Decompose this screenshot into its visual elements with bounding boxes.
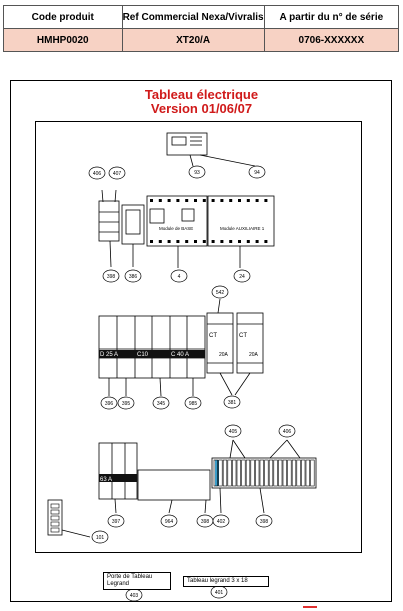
callout-number: 386 bbox=[128, 274, 138, 280]
module-terminal bbox=[194, 199, 197, 202]
contactor-1-rating: 20A bbox=[219, 352, 228, 358]
callout-bubble bbox=[109, 167, 125, 179]
breaker-63-label: 63 A bbox=[100, 477, 113, 483]
callout-number: 985 bbox=[188, 401, 198, 407]
module-terminal bbox=[220, 199, 223, 202]
callout-number: 4 bbox=[177, 274, 181, 280]
callout-number: 381 bbox=[227, 400, 237, 406]
callout-number: 395 bbox=[121, 401, 131, 407]
callout-number: 398 bbox=[259, 519, 269, 525]
module-terminal bbox=[220, 240, 223, 243]
module-terminal bbox=[168, 199, 171, 202]
callout-number: 542 bbox=[215, 290, 225, 296]
module-terminal bbox=[238, 199, 241, 202]
module-terminal bbox=[264, 240, 267, 243]
callout-bubble bbox=[279, 425, 295, 437]
callout-number: 398 bbox=[200, 519, 210, 525]
callout-number: 345 bbox=[156, 401, 166, 407]
module-terminal bbox=[247, 199, 250, 202]
callout-number: 397 bbox=[111, 519, 121, 525]
module-terminal bbox=[238, 240, 241, 243]
breaker-d25-label: D 25 A bbox=[100, 352, 119, 358]
callout-bubble bbox=[224, 396, 240, 408]
callout-bubble bbox=[171, 270, 187, 282]
module-terminal bbox=[194, 240, 197, 243]
callout-bubble bbox=[103, 270, 119, 282]
module-terminal bbox=[212, 240, 215, 243]
col-numero-serie: A partir du n° de série bbox=[264, 6, 398, 29]
breaker-c10-label: C10 bbox=[137, 352, 149, 358]
module-terminal bbox=[159, 199, 162, 202]
aux-module-label: Module AUXILIAIRE 1 bbox=[220, 226, 265, 231]
callout-number: 94 bbox=[254, 170, 260, 176]
callout-bubble bbox=[92, 531, 108, 543]
callout-bubble bbox=[118, 397, 134, 409]
col-ref-commercial: Ref Commercial Nexa/Vivralis bbox=[122, 6, 264, 29]
module-terminal bbox=[229, 199, 232, 202]
module-terminal bbox=[185, 240, 188, 243]
col-code-produit: Code produit bbox=[4, 6, 123, 29]
callout-number: 24 bbox=[239, 274, 245, 280]
module-terminal bbox=[203, 199, 206, 202]
value-ref-commercial: XT20/A bbox=[122, 29, 264, 52]
value-code-produit: HMHP0020 bbox=[4, 29, 123, 52]
callout-bubble bbox=[256, 515, 272, 527]
contactor-2-label: CT bbox=[239, 333, 247, 339]
caption-number: 403 bbox=[129, 593, 139, 599]
module-terminal bbox=[150, 240, 153, 243]
module-terminal bbox=[150, 199, 153, 202]
callout-bubble bbox=[185, 397, 201, 409]
callout-number: 396 bbox=[104, 401, 114, 407]
module-terminal bbox=[256, 240, 259, 243]
callout-number: 405 bbox=[228, 429, 238, 435]
base-module-label: Module de BASE bbox=[159, 226, 194, 231]
callout-number: 93 bbox=[194, 170, 200, 176]
module-terminal bbox=[229, 240, 232, 243]
callout-bubble bbox=[108, 515, 124, 527]
callout-bubble bbox=[101, 397, 117, 409]
red-mark bbox=[303, 606, 317, 608]
callout-number: 398 bbox=[106, 274, 116, 280]
module-terminal bbox=[212, 199, 215, 202]
module-terminal bbox=[185, 199, 188, 202]
contactor-1-label: CT bbox=[209, 333, 217, 339]
module-terminal bbox=[159, 240, 162, 243]
module-terminal bbox=[168, 240, 171, 243]
callout-bubble bbox=[249, 166, 265, 178]
callout-bubble bbox=[161, 515, 177, 527]
callout-number: 406 bbox=[282, 429, 292, 435]
callout-bubble bbox=[153, 397, 169, 409]
callout-number: 402 bbox=[216, 519, 226, 525]
callout-number: 964 bbox=[164, 519, 174, 525]
callout-bubble bbox=[213, 515, 229, 527]
caption-number: 401 bbox=[214, 590, 224, 596]
diagram-title: Tableau électrique bbox=[144, 87, 259, 102]
contactor-2-rating: 20A bbox=[249, 352, 258, 358]
value-numero-serie: 0706-XXXXXX bbox=[264, 29, 398, 52]
module-terminal bbox=[247, 240, 250, 243]
callout-bubble bbox=[125, 270, 141, 282]
caption-porte: Porte de Tableau Legrand bbox=[103, 572, 171, 590]
module-terminal bbox=[264, 199, 267, 202]
callout-bubble bbox=[189, 166, 205, 178]
callout-bubble bbox=[212, 286, 228, 298]
breaker-c40-label: C 40 A bbox=[171, 352, 190, 358]
callout-number: 101 bbox=[95, 535, 105, 541]
callout-bubble bbox=[234, 270, 250, 282]
module-terminal bbox=[203, 240, 206, 243]
module-terminal bbox=[256, 199, 259, 202]
caption-tableau: Tableau legrand 3 x 18 bbox=[183, 576, 269, 587]
callout-number: 407 bbox=[112, 171, 122, 177]
callout-bubble bbox=[225, 425, 241, 437]
callout-bubble bbox=[197, 515, 213, 527]
callout-bubble bbox=[89, 167, 105, 179]
module-terminal bbox=[176, 199, 179, 202]
callout-number: 406 bbox=[92, 171, 102, 177]
diagram-version: Version 01/06/07 bbox=[150, 101, 253, 116]
module-terminal bbox=[176, 240, 179, 243]
